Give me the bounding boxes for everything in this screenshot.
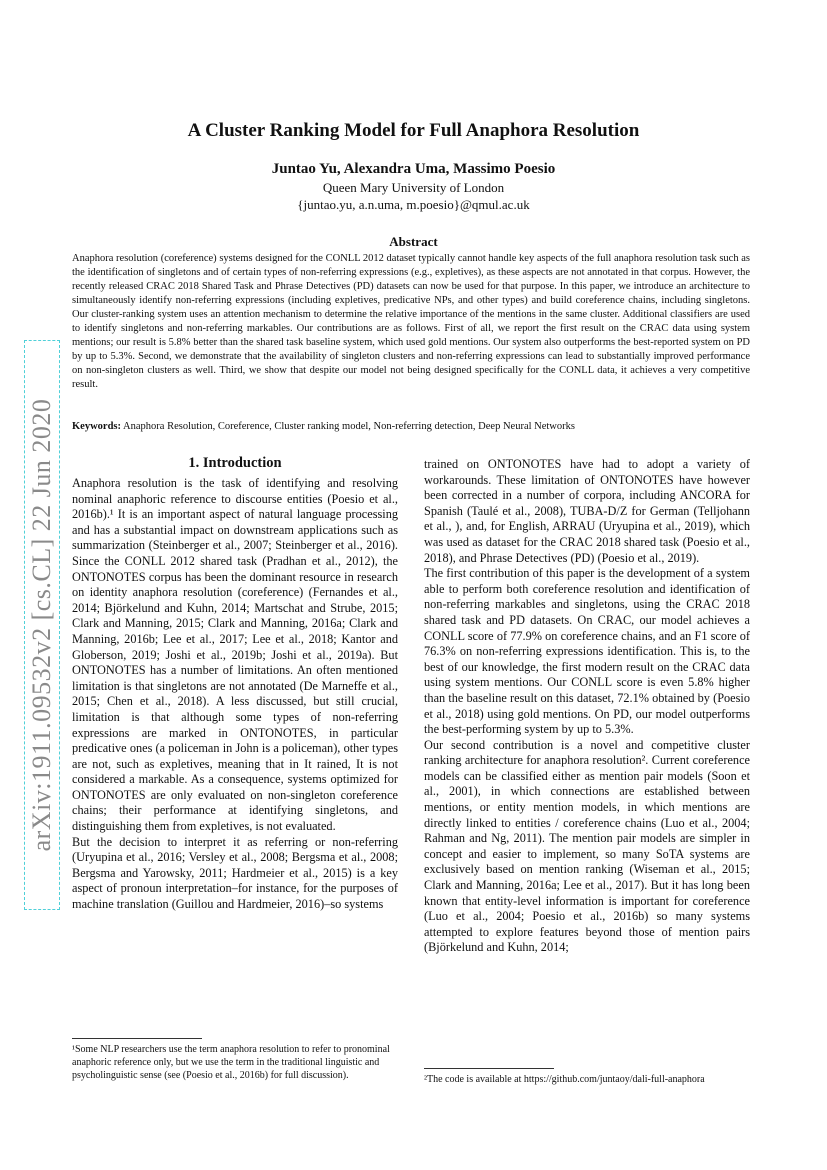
arxiv-stamp-text: arXiv:1911.09532v2 [cs.CL] 22 Jun 2020: [27, 398, 56, 852]
affiliation: Queen Mary University of London: [322, 180, 505, 195]
arxiv-stamp: [22, 340, 62, 910]
right-paragraph-3: Our second contribution is a novel and competitive cluster ranking architecture for anaphora resolution². Current coreference models can be classified either as mention pair models (Soon et al., 2001), in which connections are established between mentions, or entity mention models, in which mentions are directly linked to entities / coreference chains (Luo et al., 2004; Rahman and Ng, 2011). The mention pair models are simpler in concept and easier to implement, so many SoTA systems are exclusively based on mention ranking (Wiseman et al., 2015; Clark and Manning, 2016a; Lee et al., 2017). But it has long been known that entity-level information is important for coreference (Luo et al., 2004; Poesio et al., 2016b) so many systems attempted to explore features beyond those of mention pairs (Björkelund and Kuhn, 2014;: [424, 737, 750, 955]
footnote-1: ¹Some NLP researchers use the term anaphora resolution to refer to pronominal anaphoric reference only, but we use the term in the traditional linguistic and psycholinguistic sense (see (Poesio et al., 2016b) for full discussion).: [72, 1044, 390, 1081]
footnote-rule-left: [72, 1038, 202, 1039]
left-column: [72, 476, 398, 1018]
footnote-rule-right: [424, 1068, 554, 1069]
paper-title: A Cluster Ranking Model for Full Anaphora Resolution: [187, 120, 640, 141]
right-paragraph-1: trained on ONTONOTES have had to adopt a variety of workarounds. These limitation of ONTONOTES have however been corrected in a number of corpora, including ANCORA for Spanish (Taulé et al., 2008), TUBA-D/Z for German (Telljohann et al., ), and, for English, ARRAU (Uryupina et al., 2019), which was used as dataset for the CRAC 2018 shared task (Poesio et al., 2018), and Phrase Detectives (PD) (Poesio et al., 2019).: [424, 457, 750, 565]
keywords: [72, 420, 750, 434]
keywords-label: Keywords:: [72, 421, 121, 432]
email: {juntao.yu, a.n.uma, m.poesio}@qmul.ac.uk: [297, 197, 530, 212]
footnote-2: ²The code is available at https://github.com/juntaoy/dali-full-anaphora: [424, 1074, 705, 1085]
right-column: [424, 457, 750, 1055]
left-paragraph-2: But the decision to interpret it as referring or non-referring (Uryupina et al., 2016; Versley et al., 2008; Bergsma et al., 2008; Bergsma and Yarowsky, 2011; Hardmeier et al., 2015) is a key aspect of pronoun interpretation–for instance, for the purposes of machine translation (Guillou and Hardmeier, 2016)–so systems: [72, 834, 398, 912]
abstract-text: Anaphora resolution (coreference) systems designed for the CONLL 2012 dataset typically cannot handle key aspects of the full anaphora resolution task such as the identification of singletons and of certain types of non-referring expressions (e.g., expletives), as these aspects are not annotated in that corpus. However, the recently released CRAC 2018 Shared Task and Phrase Detectives (PD) datasets can now be used for that purpose. In this paper, we introduce an architecture to simultaneously identify non-referring expressions (including expletives, predicative NPs, and other types) and build coreference chains, including singletons. Our cluster-ranking system uses an attention mechanism to determine the relative importance of the mentions in the same cluster. Additional classifiers are used to identify singletons and non-referring markables. Our contributions are as follows. First of all, we report the first result on the CRAC data using system mentions; our result is 5.8% better than the shared task baseline system, which used gold mentions. Our system also outperforms the best-reported system on PD by up to 5.3%. Second, we demonstrate that the availability of singleton clusters and non-referring expressions can lead to substantially improved performance on non-singleton clusters as well. Third, we show that despite our model not being designed specifically for the CONLL data, it achieves a very competitive result.: [72, 253, 750, 390]
right-paragraph-2: The first contribution of this paper is the development of a system able to perform both coreference resolution and identification of non-referring markables and singletons, using the CRAC 2018 shared task and PD datasets. On CRAC, our model achieves a CONLL score of 77.9% on coreference chains, and an F1 score of 76.3% on non-referring expressions identification. This is, to the best of our knowledge, the first modern result on the CRAC data using system mentions. Our CONLL score is even 5.8% higher than the baseline result on this dataset, 72.1% obtained by (Poesio et al., 2018) using gold mentions. On PD, our model outperforms the best-performing system by up to 5.3%.: [424, 566, 750, 737]
left-paragraph-1: Anaphora resolution is the task of identifying and resolving nominal anaphoric reference to discourse entities (Poesio et al., 2016b).¹ It is an important aspect of natural language processing and has a substantial impact on downstream applications such as summarization (Steinberger et al., 2007; Steinberger et al., 2016). Since the CONLL 2012 shared task (Pradhan et al., 2012), the ONTONOTES corpus has been the dominant resource in research on identity anaphora resolution (coreference) (Fernandes et al., 2014; Björkelund and Kuhn, 2014; Martschat and Strube, 2015; Clark and Manning, 2015; Clark and Manning, 2016a; Clark and Manning, 2016b; Lee et al., 2017; Lee et al., 2018; Kantor and Globerson, 2019; Joshi et al., 2019b; Joshi et al., 2019a). But ONTONOTES has a number of limitations. An often mentioned limitation is that singletons are not annotated (De Marneffe et al., 2015; Chen et al., 2018). A less discussed, but still crucial, limitation is that although some types of non-referring expressions are marked in ONTONOTES, in particular predicative ones (a policeman in John is a policeman), other types are not, such as expletives, meaning that in It rained, It is not considered a markable. As a consequence, systems optimized for ONTONOTES are only evaluated on non-singleton coreference chains; their performance at identifying singletons, and distinguishing them from expletives, is not evaluated.: [72, 476, 398, 834]
section-heading-introduction: 1. Introduction: [188, 455, 282, 471]
authors: Juntao Yu, Alexandra Uma, Massimo Poesio: [271, 161, 556, 177]
keywords-text: Anaphora Resolution, Coreference, Cluster ranking model, Non-referring detection, Deep Neural Networks: [123, 421, 575, 432]
abstract-heading: Abstract: [389, 234, 438, 249]
